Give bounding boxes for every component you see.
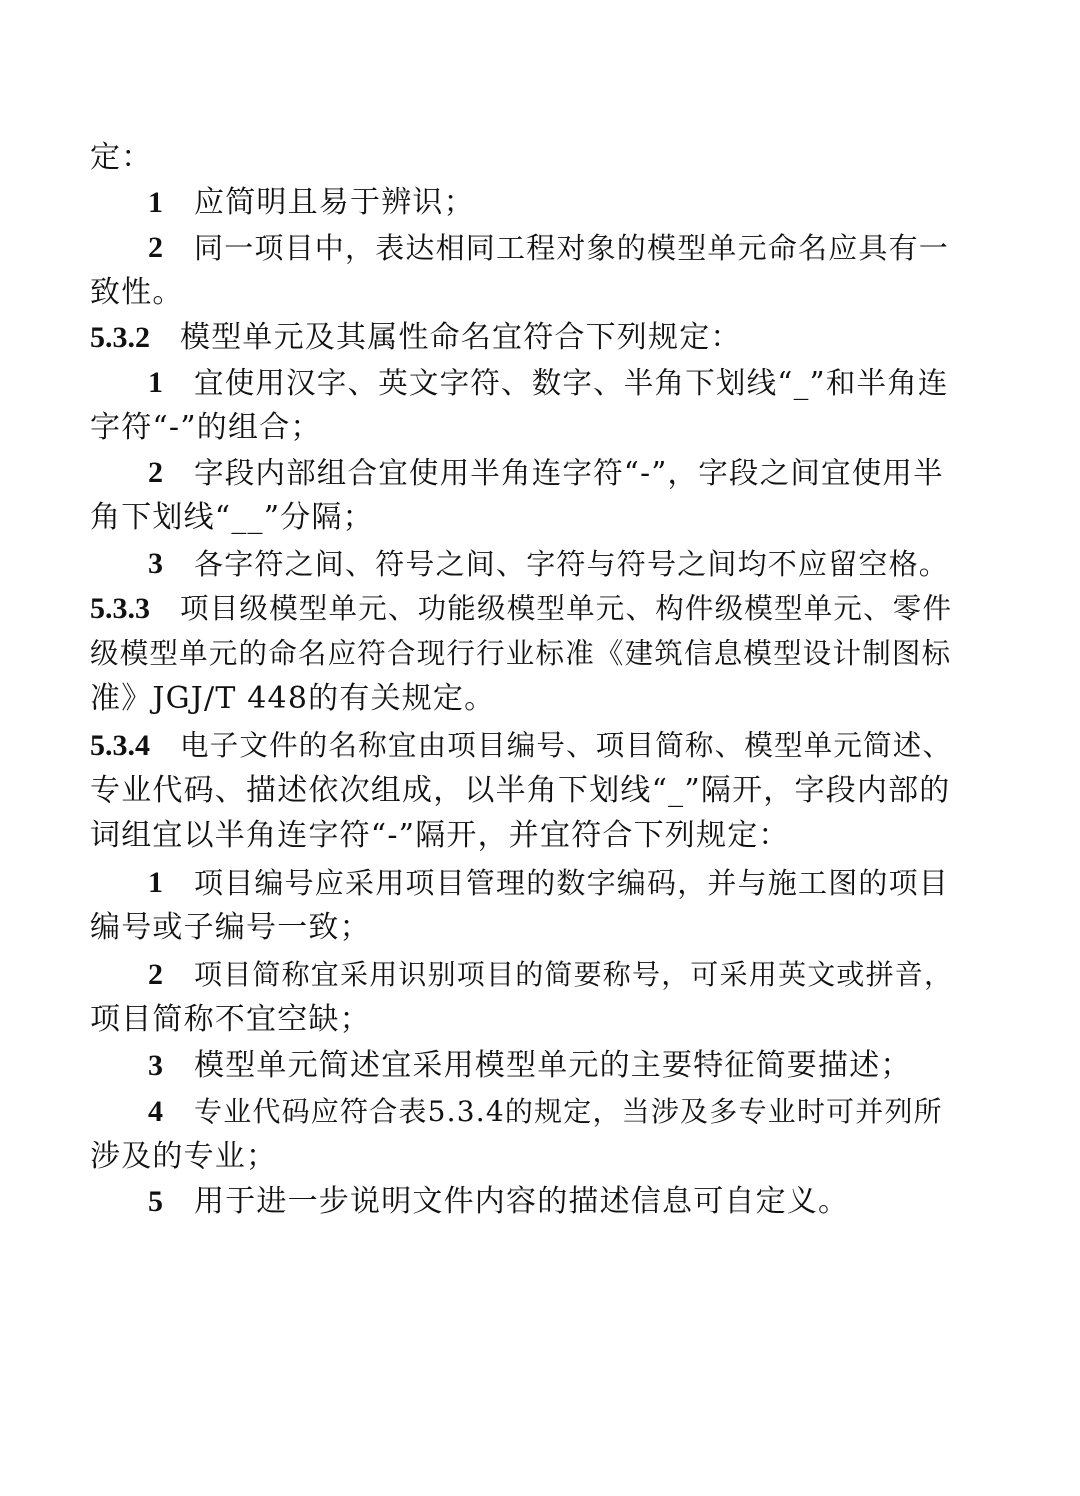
paragraph-text: 词组宜以半角连字符“-”隔开，并宜符合下列规定： — [90, 818, 790, 853]
item-text: 各字符之间、符号之间、字符与符号之间均不应留空格。 — [194, 547, 950, 581]
text-line — [0, 136, 1080, 180]
item-text: 项目简称宜采用识别项目的简要称号，可采用英文或拼音， — [194, 958, 954, 991]
item-number: 3 — [148, 1049, 163, 1082]
list-item — [0, 226, 1080, 270]
paragraph-text: 角下划线“__”分隔； — [90, 500, 374, 535]
item-text: 模型单元简述宜采用模型单元的主要特征简要描述； — [194, 1048, 912, 1083]
paragraph-text: 项目简称不宜空缺； — [90, 1002, 371, 1037]
text-line — [0, 769, 1080, 813]
list-item — [0, 1044, 1080, 1088]
clause-number: 5.3.4 — [90, 729, 150, 762]
item-number: 1 — [148, 366, 163, 399]
item-number: 4 — [148, 1095, 163, 1128]
list-item — [0, 1180, 1080, 1224]
paragraph-text: 级模型单元的命名应符合现行行业标准《建筑信息模型设计制图标 — [90, 637, 952, 670]
clause-text: 项目级模型单元、功能级模型单元、构件级模型单元、零件 — [180, 592, 953, 625]
paragraph-text: 致性。 — [90, 275, 184, 310]
item-text: 项目编号应采用项目管理的数字编码，并与施工图的项目 — [194, 866, 950, 900]
paragraph-text: 编号或子编号一致； — [90, 910, 371, 945]
clause-heading — [0, 587, 1080, 631]
item-text: 宜使用汉字、英文字符、数字、半角下划线“_”和半角连 — [194, 366, 949, 400]
item-number: 2 — [148, 958, 163, 991]
list-item — [0, 953, 1080, 997]
item-number: 2 — [148, 456, 163, 489]
text-line — [0, 1135, 1080, 1179]
paragraph-text: 字符“-”的组合； — [90, 410, 322, 445]
list-item — [0, 1090, 1080, 1134]
text-line — [0, 632, 1080, 676]
text-line — [0, 271, 1080, 315]
list-item — [0, 861, 1080, 905]
item-text: 专业代码应符合表5.3.4的规定，当涉及多专业时可并列所 — [194, 1095, 943, 1128]
text-line — [0, 406, 1080, 450]
clause-text: 电子文件的名称宜由项目编号、项目简称、模型单元简述、 — [180, 729, 953, 762]
item-number: 3 — [148, 547, 163, 580]
clause-number: 5.3.3 — [90, 592, 150, 625]
paragraph-text: 专业代码、描述依次组成，以半角下划线“_”隔开，字段内部的 — [90, 773, 951, 808]
paragraph-text: 涉及的专业； — [90, 1139, 278, 1174]
clause-heading — [0, 316, 1080, 360]
list-item — [0, 361, 1080, 405]
item-number: 1 — [148, 866, 163, 899]
clause-text: 模型单元及其属性命名宜符合下列规定： — [180, 320, 742, 355]
list-item — [0, 542, 1080, 586]
item-number: 1 — [148, 186, 163, 219]
list-item — [0, 451, 1080, 495]
list-item — [0, 181, 1080, 225]
text-line — [0, 677, 1080, 721]
clause-heading — [0, 724, 1080, 768]
paragraph-text: 准》JGJ/T 448的有关规定。 — [90, 681, 496, 716]
paragraph-text: 定： — [90, 140, 153, 175]
text-line — [0, 906, 1080, 950]
text-line — [0, 496, 1080, 540]
item-number: 5 — [148, 1185, 163, 1218]
text-line — [0, 814, 1080, 858]
item-text: 应简明且易于辨识； — [194, 185, 475, 220]
item-text: 字段内部组合宜使用半角连字符“-”，字段之间宜使用半 — [194, 456, 944, 490]
item-text: 同一项目中，表达相同工程对象的模型单元命名应具有一 — [194, 231, 950, 265]
item-number: 2 — [148, 231, 163, 264]
text-line — [0, 998, 1080, 1042]
item-text: 用于进一步说明文件内容的描述信息可自定义。 — [194, 1184, 850, 1219]
clause-number: 5.3.2 — [90, 321, 150, 354]
